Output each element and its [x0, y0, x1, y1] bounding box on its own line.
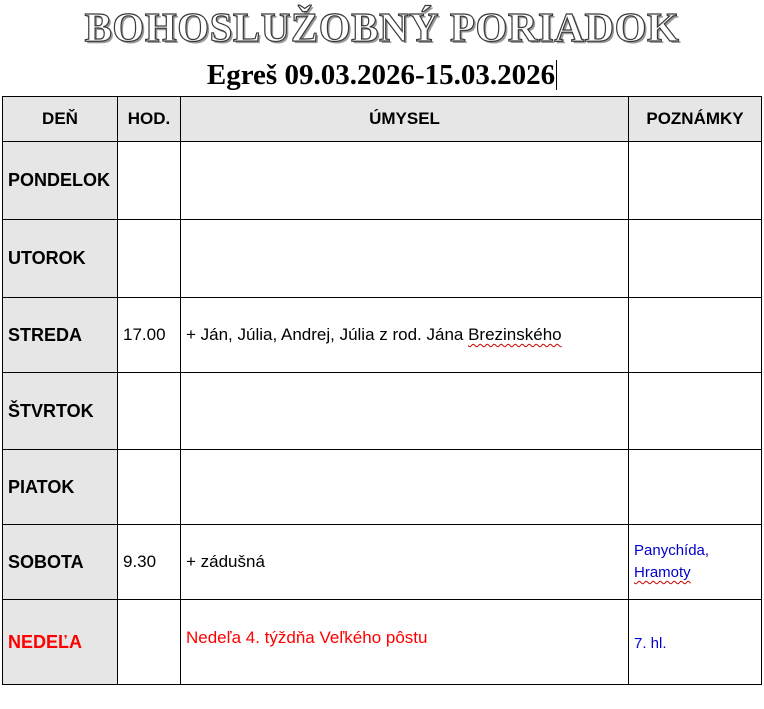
- notes-cell-thursday[interactable]: [629, 373, 762, 450]
- table-row-tuesday: [3, 220, 762, 298]
- table-row-thursday: [3, 373, 762, 450]
- day-cell-thursday[interactable]: ŠTVRTOK: [3, 373, 118, 450]
- day-cell-sunday[interactable]: NEDEĽA: [3, 600, 118, 685]
- table-row-sunday: [3, 600, 762, 685]
- intent-cell-thursday[interactable]: [181, 373, 629, 450]
- intent-cell-monday[interactable]: [181, 142, 629, 220]
- table-row-wednesday: [3, 298, 762, 373]
- header-day[interactable]: DEŇ: [3, 97, 118, 142]
- spellcheck-flagged-word[interactable]: Brezinského: [468, 325, 562, 344]
- notes-cell-wednesday[interactable]: [629, 298, 762, 373]
- notes-cell-tuesday[interactable]: [629, 220, 762, 298]
- intent-cell-tuesday[interactable]: [181, 220, 629, 298]
- intent-cell-friday[interactable]: [181, 450, 629, 525]
- time-cell-wednesday[interactable]: 17.00: [118, 298, 181, 373]
- schedule-table: [2, 96, 762, 685]
- day-cell-wednesday[interactable]: STREDA: [3, 298, 118, 373]
- document-title: BOHOSLUŽOBNÝ PORIADOK: [84, 4, 680, 50]
- time-cell-friday[interactable]: [118, 450, 181, 525]
- header-intent[interactable]: ÚMYSEL: [181, 97, 629, 142]
- text-cursor: [556, 60, 557, 90]
- day-cell-monday[interactable]: PONDELOK: [3, 142, 118, 220]
- intent-cell-wednesday[interactable]: [181, 298, 629, 373]
- time-cell-saturday[interactable]: 9.30: [118, 525, 181, 600]
- day-cell-friday[interactable]: PIATOK: [3, 450, 118, 525]
- intent-cell-sunday[interactable]: [181, 600, 629, 685]
- time-cell-sunday[interactable]: [118, 600, 181, 685]
- header-row: [3, 97, 762, 142]
- header-notes[interactable]: POZNÁMKY: [629, 97, 762, 142]
- table-row-monday: [3, 142, 762, 220]
- date-range-text: Egreš 09.03.2026-15.03.2026: [206, 59, 556, 91]
- table-row-friday: [3, 450, 762, 525]
- table-row-saturday: [3, 525, 762, 600]
- day-cell-saturday[interactable]: SOBOTA: [3, 525, 118, 600]
- intent-text-sunday: Nedeľa 4. týždňa Veľkého pôstu: [186, 628, 428, 647]
- intent-text-wednesday: + Ján, Júlia, Andrej, Júlia z rod. Jána: [186, 325, 469, 344]
- notes-text-sunday: 7. hl.: [634, 635, 667, 652]
- notes-cell-friday[interactable]: [629, 450, 762, 525]
- header-time[interactable]: HOD.: [118, 97, 181, 142]
- notes-cell-monday[interactable]: [629, 142, 762, 220]
- day-cell-tuesday[interactable]: UTOROK: [3, 220, 118, 298]
- notes-text-saturday-line1: Panychída,: [634, 542, 710, 559]
- notes-cell-saturday[interactable]: [629, 525, 762, 600]
- intent-cell-saturday[interactable]: + zádušná: [181, 525, 629, 600]
- time-cell-tuesday[interactable]: [118, 220, 181, 298]
- date-range-subtitle[interactable]: [0, 56, 764, 94]
- time-cell-monday[interactable]: [118, 142, 181, 220]
- time-cell-thursday[interactable]: [118, 373, 181, 450]
- spellcheck-flagged-word[interactable]: Hramoty: [634, 564, 691, 581]
- notes-cell-sunday[interactable]: [629, 600, 762, 685]
